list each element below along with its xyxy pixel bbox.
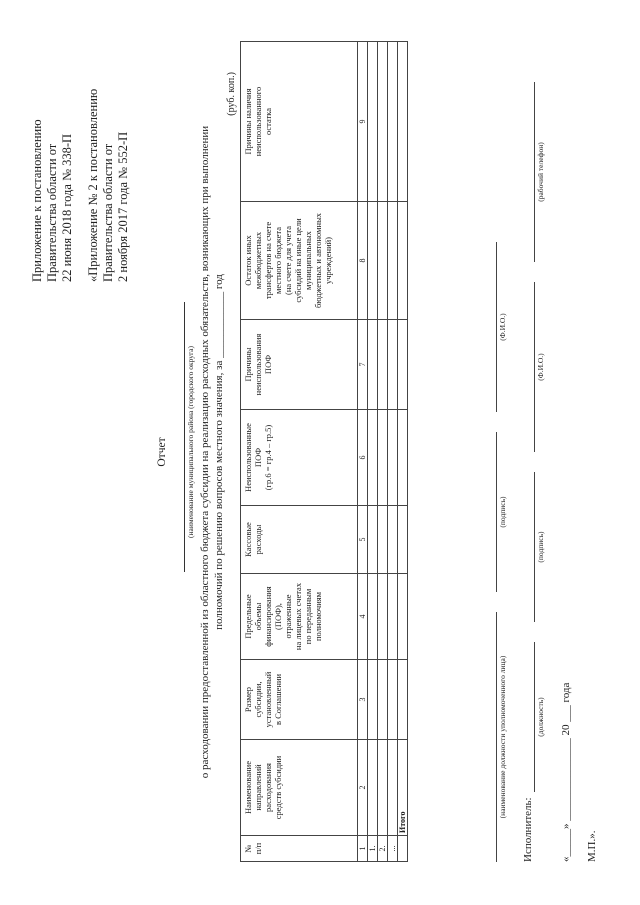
table-cell bbox=[398, 320, 408, 410]
table-cell bbox=[368, 574, 378, 660]
official-signature-caption: (подпись) bbox=[498, 496, 507, 528]
table-cell bbox=[378, 42, 388, 202]
report-subject-line-1: о расходовании предоставленной из областного бюджета субсидии на реализацию расходных обязательств, возникающих при выполнении bbox=[199, 125, 211, 779]
executor-name-line bbox=[534, 282, 535, 452]
column-number: 5 bbox=[358, 506, 368, 574]
table-cell bbox=[378, 574, 388, 660]
executor-label: Исполнитель: bbox=[522, 797, 534, 862]
table-cell bbox=[388, 740, 398, 836]
table-cell bbox=[368, 506, 378, 574]
table-cell bbox=[388, 42, 398, 202]
table-row bbox=[368, 42, 378, 862]
table-cell bbox=[398, 574, 408, 660]
table-cell bbox=[388, 410, 398, 506]
report-title: Отчет bbox=[156, 437, 168, 467]
column-number: 6 bbox=[358, 410, 368, 506]
executor-phone-caption: (рабочий телефон) bbox=[536, 142, 545, 202]
currency-unit-label: (руб. коп.) bbox=[226, 72, 237, 116]
table-cell bbox=[368, 740, 378, 836]
table-row bbox=[378, 42, 388, 862]
table-cell bbox=[388, 202, 398, 320]
table-cell bbox=[368, 320, 378, 410]
executor-signature-caption: (подпись) bbox=[536, 531, 545, 563]
district-caption: (наименование муниципального района (городского округа) bbox=[186, 346, 195, 538]
table-cell bbox=[378, 320, 388, 410]
table-cell bbox=[378, 660, 388, 740]
table-cell bbox=[368, 202, 378, 320]
row-number: ... bbox=[388, 836, 398, 862]
table-cell bbox=[398, 506, 408, 574]
header-cell-balance-reasons: Причины наличия неиспользованного остатка bbox=[241, 42, 358, 202]
official-name-line bbox=[496, 242, 497, 412]
column-number: 9 bbox=[358, 42, 368, 202]
header-cell-subsidy-amount: Размер субсидии, установленный в Соглашении bbox=[241, 660, 358, 740]
header-cell-cash-expenses: Кассовые расходы bbox=[241, 506, 358, 574]
table-cell bbox=[388, 660, 398, 740]
header-cell-directions: Наименование направлений расходования средств субсидии bbox=[241, 740, 358, 836]
row-number: 1. bbox=[368, 836, 378, 862]
district-name-line bbox=[184, 302, 185, 572]
executor-position-line bbox=[534, 642, 535, 792]
table-total-row bbox=[398, 42, 408, 862]
column-number: 3 bbox=[358, 660, 368, 740]
executor-signature-line bbox=[534, 472, 535, 622]
official-position-line bbox=[496, 612, 497, 862]
report-subject bbox=[198, 122, 226, 782]
header-cell-unused-reasons: Причины неиспользования ПОФ bbox=[241, 320, 358, 410]
table-cell bbox=[398, 836, 408, 862]
table-cell bbox=[388, 320, 398, 410]
official-name-caption: (Ф.И.О.) bbox=[498, 313, 507, 341]
column-number-row bbox=[358, 42, 368, 862]
table-cell bbox=[398, 42, 408, 202]
column-number: 1 bbox=[358, 836, 368, 862]
table-cell bbox=[368, 410, 378, 506]
rotated-document-page bbox=[20, 12, 620, 892]
report-subject-line-2: полномочий по решению вопросов местного значения, за ____________ год bbox=[213, 274, 225, 630]
header-cell-transfer-balance: Остаток иных межбюджетных трансфертов на счете местного бюджета (на счете для учета субсидий на иные цели муниципальных бюджетных и автономных учреждений) bbox=[241, 202, 358, 320]
header-cell-unused-limits: Неиспользованные ПОФ (гр.6 = гр.4 – гр.5) bbox=[241, 410, 358, 506]
total-label: Итого bbox=[398, 740, 408, 836]
executor-phone-line bbox=[534, 82, 535, 262]
approval-notice-current: Приложение к постановлению Правительства области от 22 июня 2018 года № 338-П bbox=[30, 119, 74, 282]
column-number: 7 bbox=[358, 320, 368, 410]
table-cell bbox=[398, 660, 408, 740]
table-cell bbox=[378, 506, 388, 574]
table-header-row bbox=[241, 42, 358, 862]
table-cell bbox=[378, 410, 388, 506]
column-number: 4 bbox=[358, 574, 368, 660]
official-signature-line bbox=[496, 432, 497, 592]
row-number: 2. bbox=[378, 836, 388, 862]
table-cell bbox=[398, 202, 408, 320]
table-cell bbox=[388, 574, 398, 660]
table-cell bbox=[378, 740, 388, 836]
column-number: 8 bbox=[358, 202, 368, 320]
table-cell bbox=[368, 42, 378, 202]
header-cell-number: № п/п bbox=[241, 836, 358, 862]
date-line: «_____» _______________ 20 ___ года bbox=[560, 682, 572, 862]
executor-name-caption: (Ф.И.О.) bbox=[536, 353, 545, 381]
column-number: 2 bbox=[358, 740, 368, 836]
official-position-caption: (наименование должности уполномоченного лица) bbox=[498, 655, 507, 819]
stamp-label: М.П.». bbox=[586, 830, 598, 862]
approval-notice-previous: «Приложение № 2 к постановлению Правительства области от 2 ноября 2017 года № 552-П bbox=[86, 88, 130, 282]
table-cell bbox=[388, 506, 398, 574]
header-cell-funding-limits: Предельные объемы финансирования (ПОФ), отраженные на лицевых счетах по переданным полномочиям bbox=[241, 574, 358, 660]
table-row bbox=[388, 42, 398, 862]
subsidy-report-table bbox=[240, 41, 408, 862]
table-cell bbox=[378, 202, 388, 320]
executor-position-caption: (должность) bbox=[536, 697, 545, 737]
table-cell bbox=[368, 660, 378, 740]
table-cell bbox=[398, 410, 408, 506]
